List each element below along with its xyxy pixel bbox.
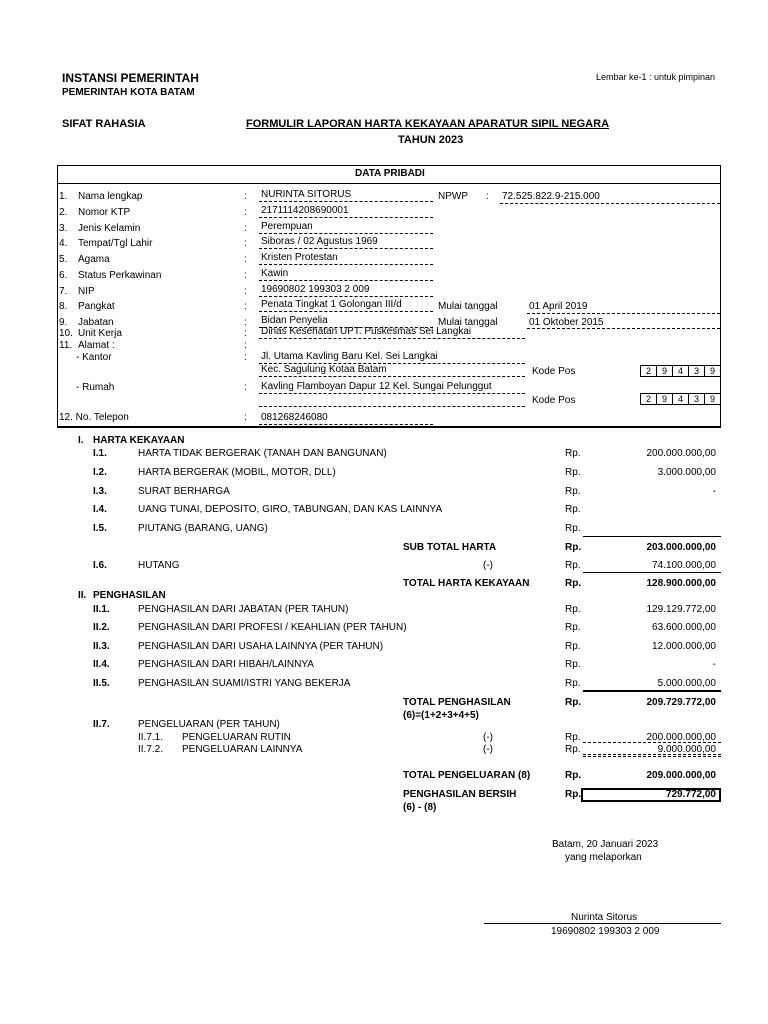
kodepos-digit: 4 — [673, 366, 689, 376]
field-label: Tempat/Tgl Lahir — [78, 238, 153, 249]
harta-code: I.3. — [93, 486, 107, 497]
income-code: II.5. — [93, 678, 110, 689]
field-no: 1. — [59, 191, 68, 202]
harta-label: HARTA TIDAK BERGERAK (TANAH DAN BANGUNAN) — [138, 448, 387, 459]
harta-label: PIUTANG (BARANG, UANG) — [138, 523, 268, 534]
kodepos-digit: 9 — [709, 366, 715, 376]
out-sign: (-) — [483, 744, 493, 755]
harta-cur: Rp. — [565, 448, 581, 459]
income-cur: Rp. — [565, 659, 581, 670]
hutang-amount: 74.100.000,00 — [652, 560, 716, 571]
field-colon: : — [244, 207, 247, 218]
net-income-formula: (6) - (8) — [403, 802, 437, 813]
kodepos-rumah-label: Kode Pos — [532, 395, 576, 406]
field-colon: : — [244, 191, 247, 202]
hutang-sign: (-) — [483, 560, 493, 571]
penghasilan-heading: PENGHASILAN — [93, 590, 166, 601]
out-amount: 200.000.000,00 — [646, 732, 716, 743]
field-value: 19690802 199303 2 009 — [261, 284, 370, 295]
field-value: 2171114208690001 — [261, 205, 349, 216]
rumah-label: - Rumah — [76, 382, 115, 393]
field-dashline — [259, 264, 433, 265]
field-no: 11. — [59, 340, 73, 351]
signature-line — [484, 923, 721, 924]
signer-name: Nurinta Sitorus — [571, 912, 638, 923]
field-no: 8. — [59, 301, 68, 312]
total-income-formula: (6)=(1+2+3+4+5) — [403, 710, 479, 721]
harta-amount: 200.000.000,00 — [646, 448, 716, 459]
out-cur: Rp. — [565, 732, 581, 743]
harta-code: I.4. — [93, 504, 107, 515]
pengeluaran-code: II.7. — [93, 719, 110, 730]
phone-value: 081268246080 — [261, 412, 328, 423]
penghasilan-heading-no: II. — [78, 590, 87, 601]
field-value: Perempuan — [261, 221, 313, 232]
harta-code: I.1. — [93, 448, 107, 459]
field-label: Nama lengkap — [78, 191, 143, 202]
field-colon: : — [244, 238, 247, 249]
total-out-amount: 209.000.000,00 — [646, 770, 716, 781]
total-harta-cur: Rp. — [565, 578, 582, 589]
income-label: PENGHASILAN SUAMI/ISTRI YANG BEKERJA — [138, 678, 351, 689]
field-value: Bidan Penyelia — [261, 315, 328, 326]
income-label: PENGHASILAN DARI USAHA LAINNYA (PER TAHUN) — [138, 641, 384, 652]
harta-cur: Rp. — [565, 486, 581, 497]
field-colon: : — [244, 340, 247, 351]
income-label: PENGHASILAN DARI PROFESI / KEAHLIAN (PER TAHUN) — [138, 622, 407, 633]
income-cur: Rp. — [565, 641, 581, 652]
kodepos-rumah-boxes — [640, 393, 721, 405]
hutang-code: I.6. — [93, 560, 107, 571]
rumah-colon: : — [244, 382, 247, 393]
income-code: II.1. — [93, 604, 110, 615]
harta-label: SURAT BERHARGA — [138, 486, 230, 497]
field-dashline — [259, 338, 525, 339]
jabatan-since-value: 01 Oktober 2015 — [529, 317, 604, 328]
phone-dashline — [259, 424, 433, 425]
signer-nip: 19690802 199303 2 009 — [551, 926, 660, 937]
net-income-label: PENGHASILAN BERSIH — [403, 789, 517, 800]
out-code: II.7.2. — [138, 744, 164, 755]
field-colon: : — [244, 328, 247, 339]
field-label: Agama — [78, 254, 110, 265]
npwp-label: NPWP — [438, 191, 468, 202]
field-value: Kristen Protestan — [261, 252, 338, 263]
field-colon: : — [244, 286, 247, 297]
sub-org-name: PEMERINTAH KOTA BATAM — [62, 87, 195, 98]
kodepos-digit: 2 — [641, 394, 657, 404]
secrecy-label: SIFAT RAHASIA — [62, 118, 146, 130]
kodepos-digit: 9 — [657, 366, 673, 376]
total-harta-amount: 128.900.000,00 — [646, 578, 716, 589]
income-code: II.4. — [93, 659, 110, 670]
subtotal-amount: 203.000.000,00 — [646, 542, 716, 553]
subtotal-rule — [583, 536, 721, 537]
harta-heading: HARTA KEKAYAAN — [93, 435, 185, 446]
income-code: II.3. — [93, 641, 110, 652]
npwp-dashline — [500, 203, 720, 204]
out-label: PENGELUARAN LAINNYA — [182, 744, 303, 755]
total-harta-label: TOTAL HARTA KEKAYAAN — [403, 578, 530, 589]
income-label: PENGHASILAN DARI HIBAH/LAINNYA — [138, 659, 314, 670]
field-dashline — [259, 217, 433, 218]
total-out-cur: Rp. — [565, 770, 582, 781]
npwp-colon: : — [486, 191, 489, 202]
field-dashline — [259, 201, 433, 202]
kodepos-kantor-label: Kode Pos — [532, 366, 576, 377]
kodepos-digit: 4 — [673, 394, 689, 404]
hutang-label: HUTANG — [138, 560, 180, 571]
income-amount: 63.600.000,00 — [652, 622, 716, 633]
field-label: Nomor KTP — [78, 207, 131, 218]
field-dashline — [259, 311, 433, 312]
kodepos-digit: 9 — [657, 394, 673, 404]
field-dashline — [259, 296, 433, 297]
field-label: Status Perkawinan — [78, 270, 162, 281]
phone-colon: : — [244, 412, 247, 423]
harta-label: HARTA BERGERAK (MOBIL, MOTOR, DLL) — [138, 467, 336, 478]
sign-place-date: Batam, 20 Januari 2023 — [552, 839, 659, 850]
pangkat-since-value: 01 April 2019 — [529, 301, 588, 312]
field-no: 3. — [59, 223, 68, 234]
field-label: Jabatan — [78, 317, 114, 328]
net-income-cur: Rp. — [565, 789, 582, 800]
jabatan-since-label: Mulai tanggal — [438, 317, 498, 328]
rumah-address-1: Kavling Flamboyan Dapur 12 Kel. Sungai Pelunggut — [261, 381, 492, 392]
pangkat-since-dashline — [527, 313, 720, 314]
field-dashline — [259, 233, 433, 234]
out-code: II.7.1. — [138, 732, 164, 743]
harta-cur: Rp. — [565, 467, 581, 478]
out-amount: 9.000.000,00 — [657, 744, 716, 755]
total-income-label: TOTAL PENGHASILAN — [403, 697, 511, 708]
out-cur: Rp. — [565, 744, 581, 755]
kantor-dashline-2 — [259, 376, 525, 377]
divider — [57, 183, 721, 184]
field-value: Penata Tingkat 1 Golongan III/d — [261, 299, 402, 310]
income-cur: Rp. — [565, 622, 581, 633]
jabatan-since-dashline — [527, 328, 720, 329]
kantor-address-2: Kec. Sagulung Kotaa Batam — [261, 364, 387, 375]
out-label: PENGELUARAN RUTIN — [182, 732, 291, 743]
hutang-rule — [583, 572, 721, 573]
harta-code: I.5. — [93, 523, 107, 534]
sign-role: yang melaporkan — [565, 852, 642, 863]
field-no: 2. — [59, 207, 68, 218]
field-colon: : — [244, 270, 247, 281]
income-cur: Rp. — [565, 604, 581, 615]
kantor-address-1: Jl. Utama Kavling Baru Kel. Sei Langkai — [261, 351, 438, 362]
rumah-dashline-2 — [259, 406, 525, 407]
kodepos-kantor-boxes — [640, 365, 721, 377]
harta-label: UANG TUNAI, DEPOSITO, GIRO, TABUNGAN, DAN KAS LAINNYA — [138, 504, 443, 515]
kodepos-digit: 3 — [689, 366, 705, 376]
field-no: 10. — [59, 328, 73, 339]
field-no: 5. — [59, 254, 68, 265]
harta-code: I.2. — [93, 467, 107, 478]
pengeluaran-dashline — [583, 756, 721, 757]
income-amount: 129.129.772,00 — [646, 604, 716, 615]
org-name: INSTANSI PEMERINTAH — [62, 71, 199, 85]
net-income-amount: 729.772,00 — [665, 789, 716, 800]
form-year: TAHUN 2023 — [398, 134, 464, 146]
harta-cur: Rp. — [565, 523, 581, 534]
kodepos-digit: 3 — [689, 394, 705, 404]
income-total-rule — [583, 690, 721, 692]
income-amount: 12.000.000,00 — [652, 641, 716, 652]
field-label: Jenis Kelamin — [78, 223, 141, 234]
harta-amount: - — [712, 486, 716, 497]
income-amount: 5.000.000,00 — [657, 678, 716, 689]
income-label: PENGHASILAN DARI JABATAN (PER TAHUN) — [138, 604, 349, 615]
npwp-value: 72.525.822.9-215.000 — [502, 191, 600, 202]
out-dashline — [583, 754, 721, 755]
field-label: Alamat : — [78, 340, 115, 351]
income-amount: - — [712, 659, 716, 670]
field-no: 6. — [59, 270, 68, 281]
form-title: FORMULIR LAPORAN HARTA KEKAYAAN APARATUR SIPIL NEGARA — [246, 118, 610, 130]
out-sign: (-) — [483, 732, 493, 743]
subtotal-label: SUB TOTAL HARTA — [403, 542, 497, 553]
section-data-pribadi: DATA PRIBADI — [355, 168, 425, 179]
field-colon: : — [244, 223, 247, 234]
field-label: NIP — [78, 286, 95, 297]
total-out-label: TOTAL PENGELUARAN (8) — [403, 770, 531, 781]
phone-label: 12. No. Telepon — [59, 412, 129, 423]
pengeluaran-label: PENGELUARAN (PER TAHUN) — [138, 719, 280, 730]
harta-amount: 3.000.000,00 — [657, 467, 716, 478]
field-value: Siboras / 02 Agustus 1969 — [261, 236, 378, 247]
total-income-cur: Rp. — [565, 697, 582, 708]
total-income-amount: 209.729.772,00 — [646, 697, 716, 708]
field-label: Pangkat — [78, 301, 115, 312]
kantor-label: - Kantor — [76, 352, 112, 363]
second-section-top — [57, 427, 721, 428]
harta-heading-no: I. — [78, 435, 84, 446]
kodepos-digit: 2 — [641, 366, 657, 376]
field-value: Kawin — [261, 268, 289, 279]
sheet-note: Lembar ke-1 : untuk pimpinan — [596, 72, 716, 82]
kodepos-digit: 9 — [709, 394, 715, 404]
field-colon: : — [244, 254, 247, 265]
out-dashline — [583, 742, 721, 743]
kantor-colon: : — [244, 352, 247, 363]
rumah-dashline-1 — [259, 393, 525, 394]
hutang-cur: Rp. — [565, 560, 581, 571]
field-colon: : — [244, 317, 247, 328]
income-cur: Rp. — [565, 678, 581, 689]
field-value: Dinas Kesehatan UPT. Puskesmas Sei Langkai — [261, 326, 472, 337]
field-value: NURINTA SITORUS — [261, 189, 352, 200]
field-dashline — [259, 248, 433, 249]
income-code: II.2. — [93, 622, 110, 633]
field-no: 4. — [59, 238, 68, 249]
field-colon: : — [244, 301, 247, 312]
subtotal-cur: Rp. — [565, 542, 582, 553]
field-no: 7. — [59, 286, 68, 297]
pangkat-since-label: Mulai tanggal — [438, 301, 498, 312]
field-no: 9. — [59, 317, 68, 328]
harta-cur: Rp. — [565, 504, 581, 515]
field-dashline — [259, 280, 433, 281]
field-label: Unit Kerja — [78, 328, 122, 339]
